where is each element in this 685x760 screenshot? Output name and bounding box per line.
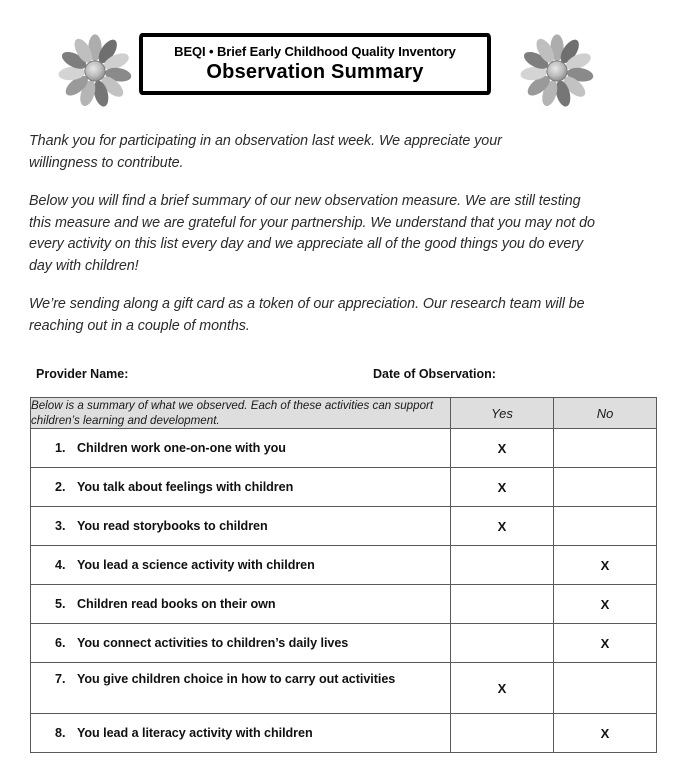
- activity-number: 8.: [55, 726, 66, 740]
- yes-checkbox-cell[interactable]: X: [451, 663, 554, 714]
- flower-icon: [518, 32, 596, 110]
- no-checkbox-cell[interactable]: X: [554, 714, 657, 753]
- table-row: [31, 546, 657, 585]
- table-row: [31, 663, 657, 714]
- activity-number: 5.: [55, 597, 66, 611]
- no-checkbox-cell[interactable]: X: [554, 624, 657, 663]
- activity-number: 6.: [55, 636, 66, 650]
- table-header-note: Below is a summary of what we observed. Each of these activities can support children’s learning and development.: [31, 398, 451, 429]
- activity-cell: [31, 507, 451, 546]
- yes-checkbox-cell[interactable]: [451, 585, 554, 624]
- table-row: [31, 714, 657, 753]
- paragraph-summary-intro: Below you will find a brief summary of our new observation measure. We are still testing this measure and we are grateful for your partnership. We understand that you may not do every activity on this list every day and we appreciate all of the good things you do every day with children!: [29, 193, 595, 274]
- activity-number: 1.: [55, 441, 66, 455]
- no-checkbox-cell[interactable]: X: [554, 546, 657, 585]
- activity-label: You lead a science activity with children: [77, 558, 315, 572]
- activity-number: 2.: [55, 480, 66, 494]
- flower-icon: [56, 32, 134, 110]
- activity-cell: [31, 714, 451, 753]
- observation-summary-table: [30, 397, 657, 753]
- activity-label: You lead a literacy activity with children: [77, 726, 313, 740]
- yes-checkbox-cell[interactable]: X: [451, 429, 554, 468]
- yes-checkbox-cell[interactable]: [451, 546, 554, 585]
- activity-cell: [31, 468, 451, 507]
- table-header-row: [31, 398, 657, 429]
- no-checkbox-cell[interactable]: [554, 663, 657, 714]
- activity-label: You give children choice in how to carry out activities: [77, 672, 396, 686]
- page-title: Observation Summary: [206, 61, 424, 83]
- table-row: [31, 429, 657, 468]
- activity-label: You read storybooks to children: [77, 519, 268, 533]
- table-row: [31, 585, 657, 624]
- column-header-no: No: [554, 398, 657, 429]
- table-row: [31, 507, 657, 546]
- paragraph-thank-you: Thank you for participating in an observation last week. We appreciate your willingness to contribute.: [29, 133, 502, 171]
- paragraph-gift-card: We’re sending along a gift card as a token of our appreciation. Our research team will be reaching out in a couple of months.: [29, 296, 585, 334]
- title-subtitle: BEQI • Brief Early Childhood Quality Inventory: [174, 44, 456, 59]
- activity-cell: [31, 429, 451, 468]
- yes-checkbox-cell[interactable]: [451, 714, 554, 753]
- column-header-yes: Yes: [451, 398, 554, 429]
- activity-cell: [31, 624, 451, 663]
- activity-cell: [31, 546, 451, 585]
- activity-label: Children read books on their own: [77, 597, 276, 611]
- no-checkbox-cell[interactable]: [554, 468, 657, 507]
- activity-label: Children work one-on-one with you: [77, 441, 286, 455]
- table-row: [31, 624, 657, 663]
- intro-text: [29, 131, 604, 354]
- table-row: [31, 468, 657, 507]
- yes-checkbox-cell[interactable]: X: [451, 468, 554, 507]
- activity-number: 4.: [55, 558, 66, 572]
- no-checkbox-cell[interactable]: [554, 429, 657, 468]
- no-checkbox-cell[interactable]: [554, 507, 657, 546]
- yes-checkbox-cell[interactable]: [451, 624, 554, 663]
- date-of-observation-label: Date of Observation:: [373, 367, 496, 381]
- activity-cell: [31, 663, 451, 714]
- yes-checkbox-cell[interactable]: X: [451, 507, 554, 546]
- activity-label: You connect activities to children’s daily lives: [77, 636, 349, 650]
- title-banner: [139, 33, 491, 95]
- activity-number: 3.: [55, 519, 66, 533]
- no-checkbox-cell[interactable]: X: [554, 585, 657, 624]
- document-header: [0, 0, 685, 118]
- activity-cell: [31, 585, 451, 624]
- activity-number: 7.: [55, 672, 66, 686]
- activity-label: You talk about feelings with children: [77, 480, 294, 494]
- provider-name-label: Provider Name:: [36, 367, 129, 381]
